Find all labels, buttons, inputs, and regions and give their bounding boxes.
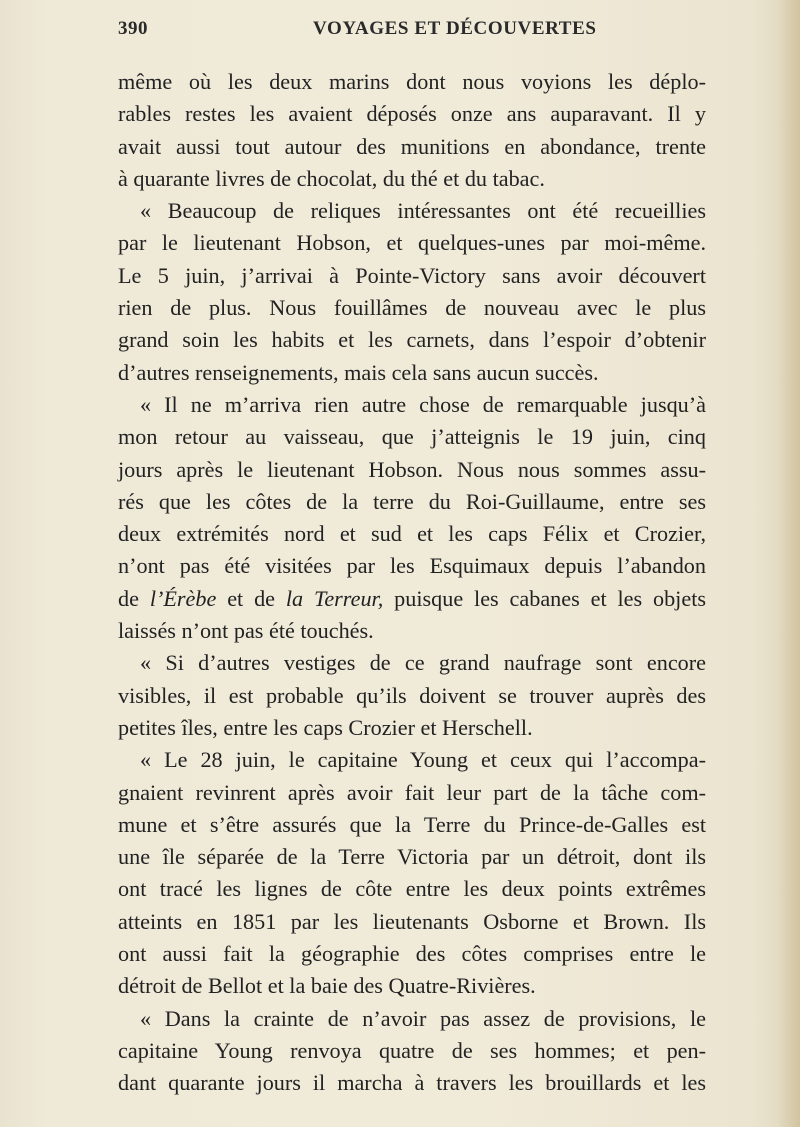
text-line: dant quarante jours il marcha à travers les brouillards et les — [118, 1070, 706, 1096]
text-line: détroit de Bellot et la baie des Quatre-Rivières. — [118, 973, 536, 999]
text-line: laissés n’ont pas été touchés. — [118, 618, 374, 644]
text-line: rien de plus. Nous fouillâmes de nouveau avec le plus — [118, 295, 706, 321]
text-line: deux extrémités nord et sud et les caps Félix et Crozier, — [118, 521, 706, 547]
page-number: 390 — [118, 18, 148, 39]
body-text — [118, 66, 706, 1100]
italic-ship-name: la Terreur, — [285, 585, 384, 611]
text-line: mune et s’être assurés que la Terre du Prince-de-Galles est — [118, 811, 706, 837]
text-segment: et de — [216, 585, 286, 611]
text-line: n’ont pas été visitées par les Esquimaux depuis l’abandon — [118, 553, 706, 579]
text-line: même où les deux marins dont nous voyions les déplo- — [118, 69, 706, 94]
text-line: d’autres renseignements, mais cela sans aucun succès. — [118, 359, 599, 385]
running-title: VOYAGES ET DÉCOUVERTES — [313, 18, 597, 39]
text-line: mon retour au vaisseau, que j’atteignis le 19 juin, cinq — [118, 424, 706, 450]
text-line: avait aussi tout autour des munitions en abondance, trente — [118, 133, 706, 159]
text-line: rés que les côtes de la terre du Roi-Guillaume, entre ses — [118, 488, 706, 514]
text-line: rables restes les avaient déposés onze ans auparavant. Il y — [118, 101, 706, 127]
text-line-with-italics — [118, 583, 706, 615]
text-line: « Dans la crainte de n’avoir pas assez de provisions, le — [140, 1005, 706, 1031]
text-segment: puisque les cabanes et les objets — [383, 585, 706, 611]
text-line: « Le 28 juin, le capitaine Young et ceux qui l’accompa- — [140, 747, 706, 773]
text-line: gnaient revinrent après avoir fait leur part de la tâche com- — [118, 779, 706, 805]
text-segment: de — [118, 585, 150, 611]
text-line: « Beaucoup de reliques intéressantes ont été recueillies — [140, 198, 706, 224]
text-line: visibles, il est probable qu’ils doivent se trouver auprès des — [118, 682, 706, 708]
text-line: Le 5 juin, j’arrivai à Pointe-Victory sans avoir découvert — [118, 262, 706, 288]
text-line: à quarante livres de chocolat, du thé et du tabac. — [118, 165, 545, 191]
text-line: jours après le lieutenant Hobson. Nous nous sommes assu- — [118, 456, 706, 482]
text-line: atteints en 1851 par les lieutenants Osborne et Brown. Ils — [118, 908, 706, 934]
text-line: une île séparée de la Terre Victoria par un détroit, dont ils — [118, 844, 706, 870]
text-line: par le lieutenant Hobson, et quelques-unes par moi-même. — [118, 230, 706, 256]
text-line: ont aussi fait la géographie des côtes comprises entre le — [118, 941, 706, 967]
text-line: « Si d’autres vestiges de ce grand naufrage sont encore — [140, 650, 706, 676]
italic-ship-name: l’Érèbe — [149, 585, 217, 611]
page-edge-shadow — [778, 0, 800, 1127]
text-line: ont tracé les lignes de côte entre les deux points extrêmes — [118, 876, 706, 902]
text-line: grand soin les habits et les carnets, dans l’espoir d’obtenir — [118, 327, 706, 353]
page-header — [118, 18, 720, 48]
text-line: petites îles, entre les caps Crozier et Herschell. — [118, 714, 533, 740]
text-line: capitaine Young renvoya quatre de ses hommes; et pen- — [118, 1037, 706, 1063]
text-line: « Il ne m’arriva rien autre chose de remarquable jusqu’à — [140, 391, 706, 417]
